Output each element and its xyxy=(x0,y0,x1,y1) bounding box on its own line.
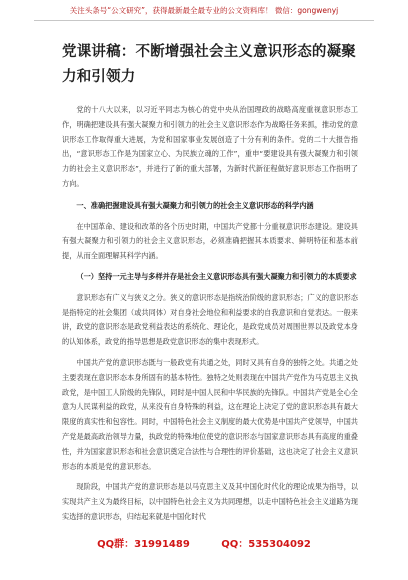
header-divider xyxy=(34,20,374,21)
header-banner: 关注头条号“公文研究”，获得最新最全最专业的公文资料库！ 微信：gongwenyj xyxy=(69,6,339,15)
subsection-heading-1: （一）坚持一元主导与多样并存是社会主义意识形态具有强大凝聚力和引领力的本质要求 xyxy=(76,271,357,281)
section-heading-1: 一、准确把握建设具有强大凝聚力和引领力的社会主义意识形态的科学内涵 xyxy=(76,200,314,210)
footer-qq-group: QQ群：31991489 xyxy=(97,539,190,550)
article xyxy=(62,40,358,531)
paragraph-ideology-definition: 意识形态有广义与狭义之分。狭义的意识形态是指统治阶级的意识形态；广义的意识形态是指特定的社会集团（或共同体）对自身社会地位和利益要求的自我意识和自觉表达。一般来讲，政党的意识形态是政党利益表达的系统化、理论化，是政党成员对周围世界以及政党本身的认知体系，政党的指导思想是政党意识形态的集中表现形式。 xyxy=(62,292,358,347)
footer-contacts xyxy=(0,538,408,552)
paragraph-intro: 党的十八大以来，以习近平同志为核心的党中央从治国理政的战略高度重视意识形态工作，明确把建设具有强大凝聚力和引领力的社会主义意识形态作为战略任务来抓，推动党的意识形态工作取得重大进展，为党和国家事业发展创造了十分有利的条件。党的二十大报告指出，“意识形态工作是为国家立心、为民族立魂的工作”，重申“要建设具有强大凝聚力和引领力的社会主义意识形态”，并进行了新的重大部署，为新时代新征程做好意识形态工作指明了方向。 xyxy=(62,105,358,188)
paragraph-party-ideology: 中国共产党的意识形态既与一般政党有共通之处，同时又具有自身的独特之处。共通之处主要表现在意识形态本身所固有的基本特性。独特之处则表现在中国共产党作为马克思主义执政党，是中国工人阶级的先锋队，同时是中国人民和中华民族的先锋队。中国共产党是全心全意为人民谋利益的政党，从来没有自身特殊的利益，这在理论上决定了党的意识形态具有最大限度的真实性和包容性。同时，中国特色社会主义制度的最大优势是中国共产党领导，中国共产党是最高政治领导力量，执政党的特殊地位使党的意识形态与国家意识形态具有高度的重叠性，并为国家意识形态和社会意识奠定合法性与合理性的评价基础，这也决定了社会主义意识形态的本质是党的意识形态。 xyxy=(62,357,358,471)
article-title: 党课讲稿：不断增强社会主义意识形态的凝聚力和引领力 xyxy=(62,44,356,85)
footer-qq: QQ：535304092 xyxy=(221,539,311,550)
paragraph-section-1: 在中国革命、建设和改革的各个历史时期，中国共产党都十分重视意识形态建设。建设具有强大凝聚力和引领力的社会主义意识形态，必须准确把握其本质要求、鲜明特征和基本前提，从而全面理解其科学内涵。 xyxy=(62,221,358,261)
paragraph-current-stage: 现阶段，中国共产党的意识形态是以马克思主义及其中国化时代化的理论成果为指导，以实现共产主义为最终目标，以中国特色社会主义为共同理想，以走中国特色社会主义道路为现实选择的意识形态，归结起来就是中国化时代 xyxy=(62,482,358,521)
